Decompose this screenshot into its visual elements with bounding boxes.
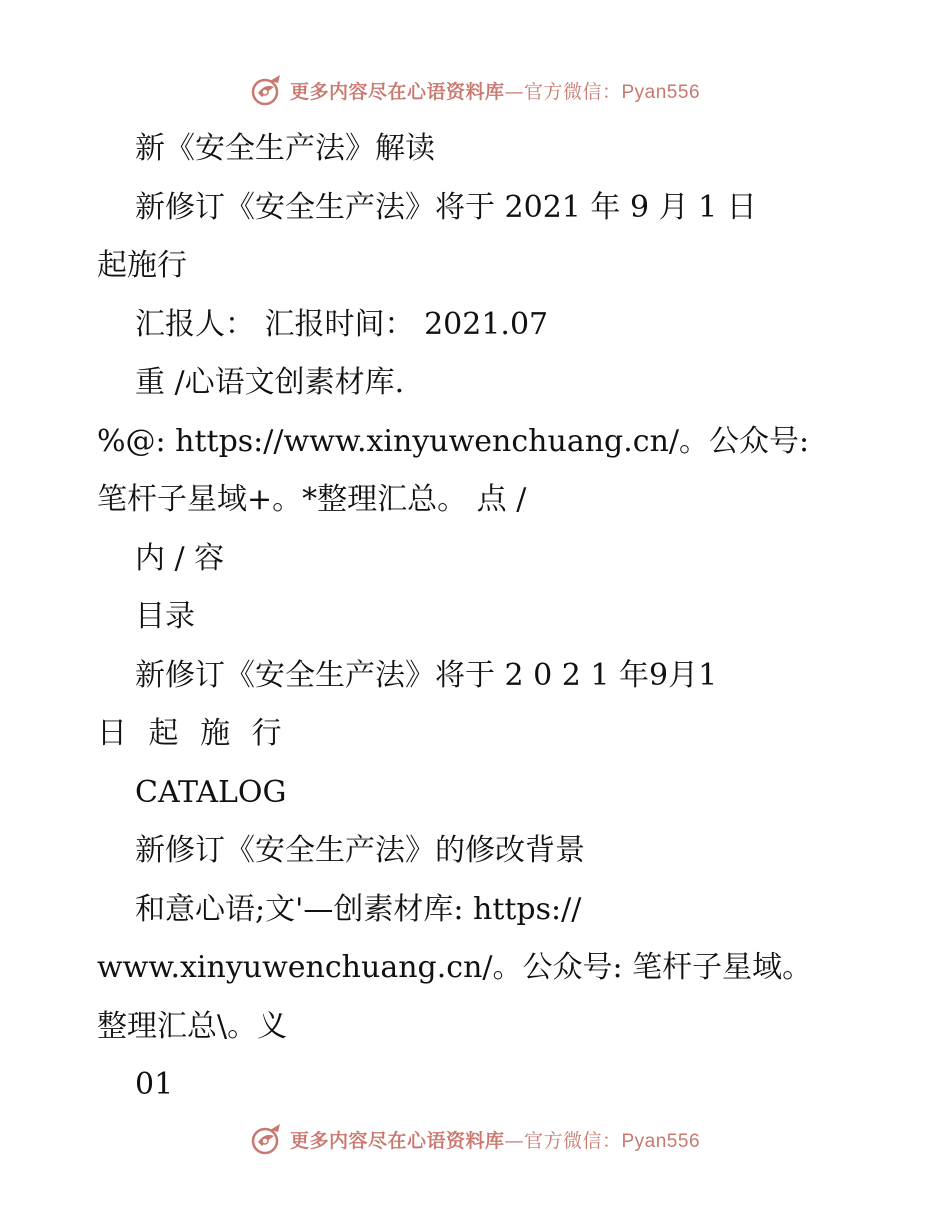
doc-line: %@: https://www.xinyuwenchuang.cn/。公众号:	[97, 423, 810, 459]
banner-brand-text: 更多内容尽在心语资料库	[289, 80, 505, 103]
doc-line: 汇报人： 汇报时间： 2021.07	[135, 306, 549, 342]
footer-banner	[0, 1119, 950, 1159]
banner-wechat-id: Pyan556	[621, 1130, 701, 1152]
header-banner	[0, 70, 950, 110]
doc-title: 新《安全生产法》解读	[135, 131, 435, 166]
doc-line: 重 /心语文创素材库.	[135, 365, 405, 400]
doc-line: 整理汇总\。义	[97, 1008, 288, 1044]
banner-brand-text: 更多内容尽在心语资料库	[289, 1129, 505, 1152]
banner-wechat-label: 官方微信：	[523, 1129, 622, 1152]
header-banner-content	[250, 73, 700, 107]
header-banner-text	[290, 77, 700, 104]
doc-line: 和意心语;文'—创素材库: https://	[135, 891, 582, 927]
doc-line: 新修订《安全生产法》的修改背景	[135, 833, 585, 868]
doc-line: 起施行	[97, 248, 187, 283]
doc-line: 01	[135, 1067, 174, 1102]
brand-logo-icon	[250, 73, 284, 107]
doc-line: www.xinyuwenchuang.cn/。公众号: 笔杆子星域。	[97, 950, 813, 985]
banner-separator: —	[504, 80, 524, 103]
document-body	[97, 120, 857, 1115]
doc-line: 目录	[135, 599, 195, 634]
footer-banner-content	[250, 1122, 700, 1156]
doc-line: 日 起 施 行	[97, 716, 288, 751]
doc-line: 内 / 容	[135, 540, 225, 576]
brand-logo-icon	[250, 1122, 284, 1156]
banner-wechat-id: Pyan556	[621, 81, 701, 103]
doc-line: 新修订《安全生产法》将于 2 0 2 1 年9月1	[135, 657, 718, 693]
doc-line: 笔杆子星域+。*整理汇总。 点 /	[97, 482, 527, 517]
doc-line: CATALOG	[135, 774, 287, 810]
footer-banner-text	[290, 1126, 700, 1153]
banner-separator: —	[504, 1129, 524, 1152]
banner-wechat-label: 官方微信：	[523, 80, 622, 103]
doc-line: 新修订《安全生产法》将于 2021 年 9 月 1 日	[135, 189, 757, 225]
